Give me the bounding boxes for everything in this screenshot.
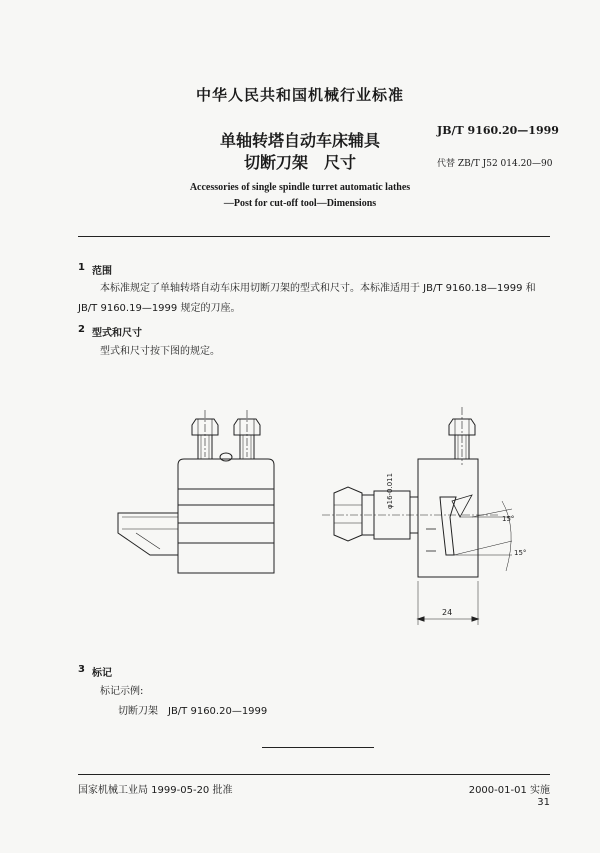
standard-organization: 中华人民共和国机械行业标准 <box>195 86 404 104</box>
width-dimension-label: 24 <box>442 608 453 617</box>
marking-example-label: 标记示例: <box>100 686 144 697</box>
cut-off-tool-post-drawing <box>100 405 540 635</box>
lower-angle-label: 15° <box>514 549 527 557</box>
section-3-heading: 标记 <box>92 668 112 679</box>
header-divider <box>78 236 550 237</box>
section-2-heading: 型式和尺寸 <box>92 328 142 339</box>
page-number: 31 <box>537 797 550 808</box>
front-view <box>118 410 274 573</box>
section-1-paragraph-line1: 本标准规定了单轴转塔自动车床用切断刀架的型式和尺寸。本标准适用于 JB/T 9160.18—1999 和 <box>100 283 536 294</box>
replaces-note: 代替 ZB/T J52 014.20—90 <box>437 159 553 169</box>
section-1-paragraph-line2: JB/T 9160.19—1999 规定的刀座。 <box>78 303 241 314</box>
end-divider <box>262 747 374 748</box>
title-chinese-line2: 切断刀架 尺寸 <box>243 153 356 172</box>
upper-angle-label: 15° <box>502 515 515 523</box>
footer-divider <box>78 774 550 775</box>
section-1-heading: 范围 <box>92 266 112 277</box>
standard-number: JB/T 9160.20—1999 <box>437 124 559 137</box>
approval-text: 国家机械工业局 1999-05-20 批准 <box>78 785 233 796</box>
side-view <box>322 407 515 625</box>
marking-example-value: 切断刀架 JB/T 9160.20—1999 <box>118 706 268 717</box>
section-2-paragraph: 型式和尺寸按下图的规定。 <box>100 346 220 357</box>
title-english-line2: —Post for cut-off tool—Dimensions <box>223 198 377 209</box>
title-english-line1: Accessories of single spindle turret automatic lathes <box>189 182 411 193</box>
section-3-number: 3 <box>78 664 85 675</box>
section-2-number: 2 <box>78 324 85 335</box>
title-chinese-line1: 单轴转塔自动车床辅具 <box>219 131 380 150</box>
implementation-date: 2000-01-01 实施 <box>468 785 550 796</box>
section-1-number: 1 <box>78 262 85 273</box>
diameter-dimension-label: φ16-0.011 <box>386 472 394 509</box>
